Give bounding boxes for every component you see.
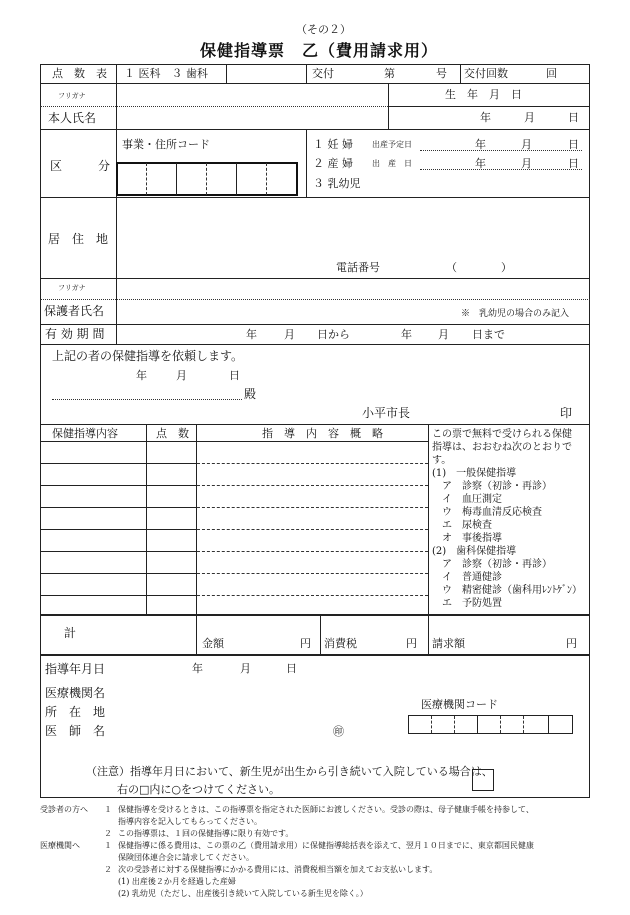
side-note-line: オ 事後指導 [432,533,502,544]
table-row-summary-line [197,573,428,574]
table-row [40,551,196,552]
table-row [40,529,196,530]
label-category: 区 分 [50,159,111,173]
label-phone: 電話番号 [336,261,380,274]
table-row-summary-line [197,595,428,596]
guardian-note: ※ 乳幼児の場合のみ記入 [461,309,570,319]
side-note-line: 指導は、おおむね次のとおりで [432,442,572,453]
phone-paren: （ ） [446,261,512,274]
footer-med1b: 保険団体連合会に請求してください。 [118,853,254,862]
label-business-address-code: 事業・住所コード [122,138,210,151]
side-note [432,428,582,610]
label-residence: 居 住 地 [48,232,109,246]
footer-rec1a: 保健指導を受けるときは、この指導票を指定された医師にお渡しください。受診の際は、母子健康手帳を持参して、 [118,805,534,814]
category-infant[interactable]: ３ 乳幼児 [313,177,361,190]
newborn-hospitalized-checkbox[interactable] [472,769,494,791]
label-issue-go: 号 [436,67,447,80]
label-doctor-name: 医 師 名 [45,724,106,738]
birth-month: 月 [524,111,535,124]
footer-recipient-label: 受診者の方へ [40,805,88,814]
table-row [40,595,196,596]
col-guidance-content: 保健指導内容 [52,427,118,440]
mayor-label: 小平市長 [362,406,411,420]
table-row-summary-line [197,485,428,486]
side-note-line: (1) 一般保健指導 [432,468,517,479]
label-amount: 金額 [202,637,224,650]
label-claim: 請求額 [432,637,465,650]
birth-day: 日 [568,111,579,124]
footer-med2a: (1) 出産後２か月を経過した産婦 [118,877,236,886]
table-row [40,573,196,574]
side-note-line: ウ 梅毒血清反応検査 [432,507,542,518]
request-text: 上記の者の保健指導を依頼します。 [52,349,244,363]
valid-to: 日まで [472,328,505,341]
form-title: 保健指導票 乙（費用請求用） [200,41,439,60]
side-note-line: ウ 精密健診（歯科用ﾚﾝﾄｹﾞﾝ） [432,585,582,596]
footer-medical-label: 医療機関へ [40,841,80,850]
furigana-label-guardian: フリガナ [58,284,86,292]
label-valid-period: 有 効 期 間 [45,327,105,341]
birth-year: 年 [480,111,491,124]
label-dono: 殿 [244,387,257,401]
label-issue-no: 第 [384,67,395,80]
label-birthdate: 生 年 月 日 [445,88,522,101]
label-clinic-code: 医療機関コード [421,698,498,711]
label-issued: 交付 [312,67,334,80]
furigana-label: フリガナ [58,92,86,100]
seal-mark: 印 [560,406,573,420]
side-note-line: この票で無料で受けられる保健 [432,429,572,440]
table-row [40,485,196,486]
col-points: 点 数 [156,427,189,440]
side-note-line: エ 予防処置 [432,598,502,609]
form-sub-number: （その２） [296,23,351,36]
totals-row [40,615,590,655]
addressee-line[interactable] [52,399,242,400]
table-row-summary-line [197,529,428,530]
side-note-line: イ 普通健診 [432,572,502,583]
table-row-summary-line [197,507,428,508]
side-note-line: エ 尿検査 [432,520,492,531]
business-code-boxes[interactable] [116,162,298,196]
footer-med1a: 保健指導に係る費用は、この票の乙（費用請求用）に保健指導総括表を添えて、翌月１０日までに、東京都国民健康 [118,841,534,850]
table-row-summary-line [197,551,428,552]
points-table-options[interactable]: １ 医科 ３ 歯科 [124,67,208,80]
footer-rec2: この指導票は、１回の保健指導に限り有効です。 [118,829,294,838]
label-clinic-name: 医療機関名 [45,686,106,700]
valid-from: 日から [317,328,350,341]
label-guidance-date: 指導年月日 [45,662,106,676]
caution-line2: 右の□内に○をつけてください。 [117,783,280,796]
col-summary: 指 導 内 容 概 略 [262,427,383,440]
footer-med2: 次の受診者に対する保健指導にかかる費用には、消費税相当額を加えてお支払いします。 [118,865,438,874]
label-points-table: 点 数 表 [52,67,107,80]
table-row [40,507,196,508]
label-issue-count: 交付回数 [464,67,508,80]
table-row [40,463,196,464]
category-postpartum[interactable]: ２ 産 婦 [313,157,353,170]
side-note-line: ア 診察（初診・再診） [432,481,552,492]
label-due-date: 出産予定日 [372,140,412,149]
table-row-summary-line [197,463,428,464]
label-tax: 消費税 [324,637,357,650]
footer-med2b: (2) 乳幼児（ただし、出産後引き続いて入院している新生児を除く。） [118,889,368,898]
caution-line1: （注意）指導年月日において、新生児が出生から引き続いて入院している場合は、 [86,765,493,778]
label-total: 計 [64,626,77,640]
side-note-line: (2) 歯科保健指導 [432,546,517,557]
side-note-line: イ 血圧測定 [432,494,502,505]
side-note-line: す。 [432,455,452,466]
label-issue-kai: 回 [546,67,557,80]
label-birth-date: 出 産 日 [372,159,412,168]
label-clinic-address: 所 在 地 [45,705,106,719]
category-pregnant[interactable]: １ 妊 婦 [313,138,353,151]
doctor-seal-icon: ㊞ [333,725,344,738]
label-guardian-name: 保護者氏名 [44,304,105,318]
label-patient-name: 本人氏名 [48,111,97,125]
side-note-line: ア 診察（初診・再診） [432,559,552,570]
footer-rec1b: 指導内容を記入してもらってください。 [118,817,262,826]
